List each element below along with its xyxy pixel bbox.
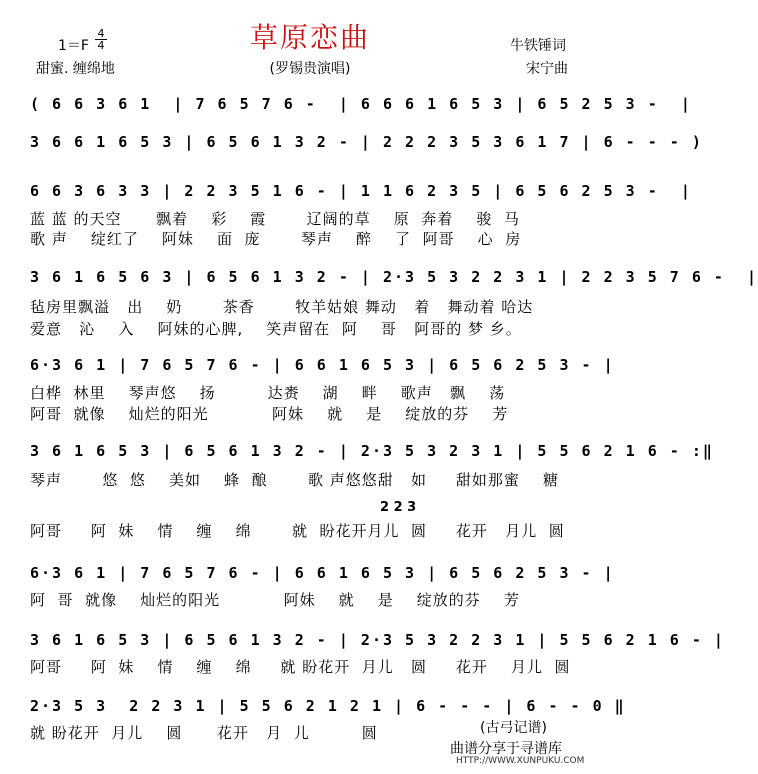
key-signature: 1＝F [58,38,89,54]
transcriber-credit: (古弓记谱) [480,720,547,736]
song-title: 草原恋曲 [249,21,370,54]
tempo-mood: 甜蜜. 缠绵地 [36,61,115,77]
time-numerator: 4 [95,28,107,40]
lyric-line: 就 盼花开 月儿 圆 花开 月 儿 圆 [30,724,378,742]
lyric-line: 阿哥 阿 妹 情 缠 绵 就 盼花开 月儿 圆 花开 月儿 圆 [30,658,571,676]
staff-line-5 [30,356,615,376]
source-url[interactable]: HTTP://WWW.XUNPUKU.COM [456,756,585,766]
staff-line-1 [30,95,692,115]
notation: 6·3 6 1 | 7 6 5 7 6 - | 6 6 1 6 5 3 | 6 5 6 2 5 3 - | [30,564,615,582]
notation: ( 6 6 3 6 1 | 7 6 5 7 6 - | 6 6 6 1 6 5 3 | 6 5 2 5 3 - | [30,95,692,113]
composer-credit: 宋宁曲 [526,61,568,77]
notation: 6·3 6 1 | 7 6 5 7 6 - | 6 6 1 6 5 3 | 6 5 6 2 5 3 - | [30,356,615,374]
singer-credit: (罗锡贵演唱) [269,61,351,77]
lyric-line: 阿 哥 就像 灿烂的阳光 阿妹 就 是 绽放的芬 芳 [30,591,520,609]
time-denominator: 4 [97,39,105,52]
notation: 3 6 6 1 6 5 3 | 6 5 6 1 3 2 - | 2 2 2 3 5 3 6 1 7 | 6 - - - ) [30,133,703,151]
staff-line-2 [30,133,703,153]
notation: 2·3 5 3 2 2 3 1 | 5 5 6 2 1 2 1 | 6 - - - | 6 - - 0 ‖ [30,697,626,715]
staff-line-7 [30,564,615,584]
staff-line-4 [30,268,758,288]
lyric-line: 歌 声 绽红了 阿妹 面 庞 琴声 醉 了 阿哥 心 房 [30,230,522,248]
staff-line-3 [30,182,692,202]
lyric-line: 毡房里飘溢 出 奶 茶香 牧羊姑娘 舞动 着 舞动着 哈达 [30,298,534,316]
lyric-line: 蓝 蓝 的天空 飘着 彩 霞 辽阔的草 原 奔着 骏 马 [30,210,520,228]
share-note: 曲谱分享于寻谱库 [450,741,562,757]
staff-line-6 [30,442,714,462]
staff-line-9 [30,697,626,717]
lyric-line: 阿哥 就像 灿烂的阳光 阿妹 就 是 绽放的芬 芳 [30,405,509,423]
lyric-line: 阿哥 阿 妹 情 缠 绵 就 盼花开月儿 圆 花开 月儿 圆 [30,522,565,540]
notation: 3 6 1 6 5 3 | 6 5 6 1 3 2 - | 2·3 5 3 2 2 3 1 | 5 5 6 2 1 6 - | [30,631,725,649]
lyric-line: 白桦 林里 琴声悠 扬 达赉 湖 畔 歌声 飘 荡 [30,384,506,402]
notation: 6 6 3 6 3 3 | 2 2 3 5 1 6 - | 1 1 6 2 3 5 | 6 5 6 2 5 3 - | [30,182,692,200]
notation: 3 6 1 6 5 3 | 6 5 6 1 3 2 - | 2·3 5 3 2 3 1 | 5 5 6 2 1 6 - :‖ [30,442,714,460]
time-signature [95,28,107,51]
lyric-line: 琴声 悠 悠 美如 蜂 酿 歌 声悠悠甜 如 甜如那蜜 糖 [30,471,559,489]
lyric-line: 爱意 沁 入 阿妹的心脾, 笑声留在 阿 哥 阿哥的 梦 乡。 [30,320,522,338]
grace-notes: 2 2 3 [380,500,417,515]
lyricist-credit: 牛铁锤词 [510,38,566,54]
staff-line-8 [30,631,725,651]
notation: 3 6 1 6 5 6 3 | 6 5 6 1 3 2 - | 2·3 5 3 2 2 3 1 | 2 2 3 5 7 6 - | [30,268,758,286]
